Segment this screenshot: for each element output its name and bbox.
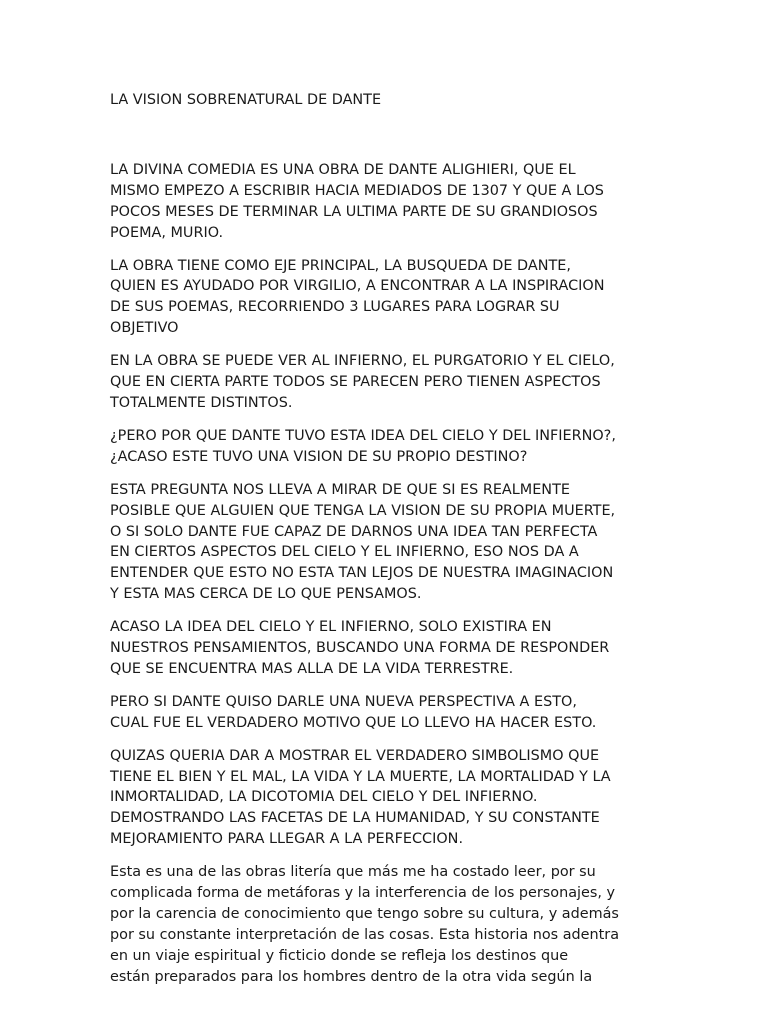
paragraph-2: LA OBRA TIENE COMO EJE PRINCIPAL, LA BUSQUEDA DE DANTE, QUIEN ES AYUDADO POR VIRGILIO, A ENCONTRAR A LA INSPIRACION DE SUS POEMAS, RECORRIENDO 3 LUGARES PARA LOGRAR SU OBJETIVO bbox=[110, 257, 605, 337]
paragraph-8: QUIZAS QUERIA DAR A MOSTRAR EL VERDADERO SIMBOLISMO QUE TIENE EL BIEN Y EL MAL, LA VIDA Y LA MUERTE, LA MORTALIDAD Y LA INMORTALIDAD, LA DICOTOMIA DEL CIELO Y DEL INFIERNO. DEMOSTRANDO LAS FACETAS DE LA HUMANIDAD, Y SU CONSTANTE MEJORAMIENTO PARA LLEGAR A LA PERFECCION. bbox=[110, 747, 611, 848]
paragraph-6: ACASO LA IDEA DEL CIELO Y EL INFIERNO, SOLO EXISTIRA EN NUESTROS PENSAMIENTOS, BUSCANDO UNA FORMA DE RESPONDER QUE SE ENCUENTRA MAS ALLA DE LA VIDA TERRESTRE. bbox=[110, 619, 610, 677]
document-body bbox=[110, 90, 655, 1000]
paragraph-4: ¿PERO POR QUE DANTE TUVO ESTA IDEA DEL CIELO Y DEL INFIERNO?, ¿ACASO ESTE TUVO UNA VISION DE SU PROPIO DESTINO? bbox=[110, 427, 616, 465]
paragraph-3: EN LA OBRA SE PUEDE VER AL INFIERNO, EL PURGATORIO Y EL CIELO, QUE EN CIERTA PARTE TODOS SE PARECEN PERO TIENEN ASPECTOS TOTALMENTE DISTINTOS. bbox=[110, 353, 615, 411]
paragraph-1: LA DIVINA COMEDIA ES UNA OBRA DE DANTE ALIGHIERI, QUE EL MISMO EMPEZO A ESCRIBIR HACIA MEDIADOS DE 1307 Y QUE A LOS POCOS MESES DE TERMINAR LA ULTIMA PARTE DE SU GRANDIOSOS POEMA, MURIO. bbox=[110, 161, 604, 241]
paragraph-9: Esta es una de las obras litería que más me ha costado leer, por su complicada forma de metáforas y la interferencia de los personajes, y por la carencia de conocimiento que tengo sobre su cultura, y además por su constante interpretación de las cosas. Esta historia nos adentra en un viaje espiritual y ficticio donde se refleja los destinos que están preparados para los hombres dentro de la otra vida según la bbox=[110, 864, 620, 985]
document-title: LA VISION SOBRENATURAL DE DANTE bbox=[110, 92, 382, 108]
paragraph-5: ESTA PREGUNTA NOS LLEVA A MIRAR DE QUE SI ES REALMENTE POSIBLE QUE ALGUIEN QUE TENGA LA VISION DE SU PROPIA MUERTE, O SI SOLO DANTE FUE CAPAZ DE DARNOS UNA IDEA TAN PERFECTA EN CIERTOS ASPECTOS DEL CIELO Y EL INFIERNO, ESO NOS DA A ENTENDER QUE ESTO NO ESTA TAN LEJOS DE NUESTRA IMAGINACION Y ESTA MAS CERCA DE LO QUE PENSAMOS. bbox=[110, 481, 616, 603]
paragraph-7: PERO SI DANTE QUISO DARLE UNA NUEVA PERSPECTIVA A ESTO, CUAL FUE EL VERDADERO MOTIVO QUE LO LLEVO HA HACER ESTO. bbox=[110, 693, 597, 731]
